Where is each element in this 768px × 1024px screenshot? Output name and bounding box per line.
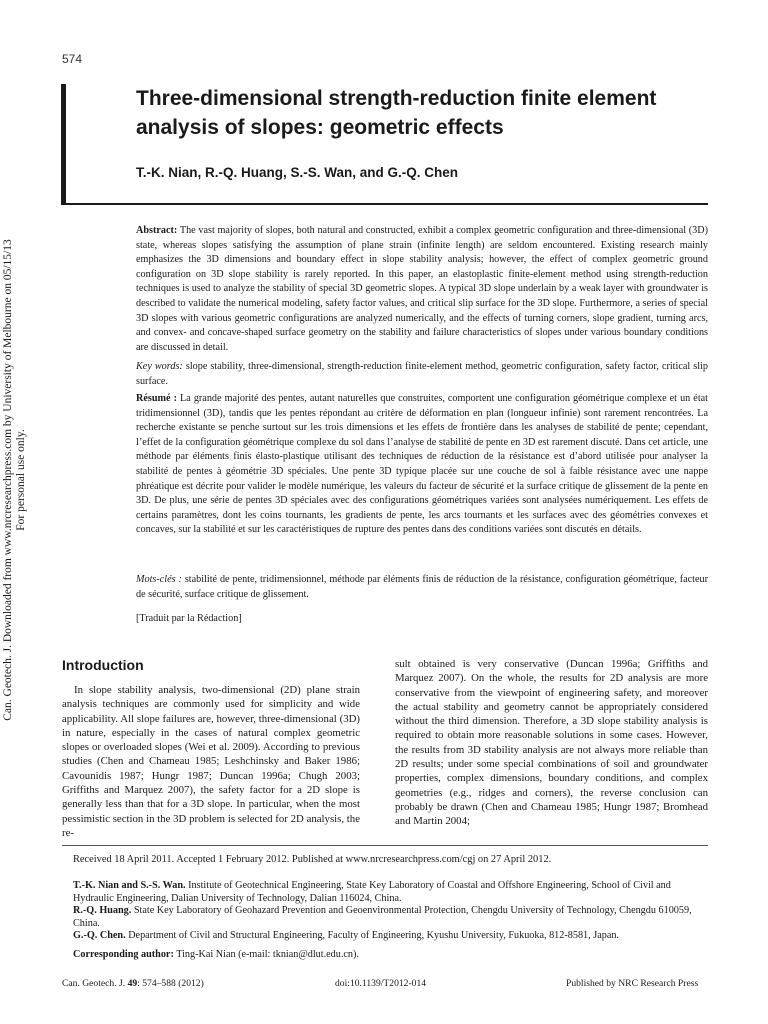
translation-note: [Traduit par la Rédaction] [136,613,242,624]
corresponding-author [73,949,359,960]
footer-volume: 49 [127,978,138,989]
resume-label: Résumé : [136,393,177,404]
corresponding-text: Ting-Kai Nian (e-mail: tknian@dlut.edu.cn). [176,949,359,960]
resume [136,392,708,538]
resume-text: La grande majorité des pentes, autant naturelles que construites, comportent une configuration géométrique complexe et un état tridimensionnel (3D), tandis que les pentes répondant au critère de déformation en plan (longueur infinie) sont rarement rencontrées. La recherche existante se penche surtout sur les trois dimensions et les effets de frontière dans les analyses de stabilité de pente; cependant, l’effet de la configuration géométrique complexe du sol dans l’analyse de stabilité de pente en 3D est rarement discuté. Dans cet article, une méthode par éléments finis élasto-plastique utilisant des techniques de réduction de la résistance est d’abord utilisée pour analyser la stabilité de pentes à géométrie 3D spéciales. Une pente 3D typique placée sur une couche de sol à faible résistance avec une nappe phréatique est décrite pour valider le modèle numérique, les valeurs du facteur de sécurité et la surface critique de glissement de la pente en 3D. De plus, une série de pentes 3D spéciales avec des configurations géométriques variées sont analysées numériquement. Les effets de certains paramètres, dont les coins tournants, les gradients de pente, les arcs tournants et les surfaces avec des géométries convexes et concaves, sur la stabilité et sur les caractéristiques de rupture des pentes dans des conditions variées sont discutés en détails. [136,393,709,536]
footer-publisher: Published by NRC Research Press [566,978,699,989]
footnote-rule [62,845,708,846]
affiliation-text: State Key Laboratory of Geohazard Prevention and Geoenvironmental Protection, Chengdu University of Technology, Chengdu 610059, China. [73,905,692,929]
received-dates: Received 18 April 2011. Accepted 1 February 2012. Published at www.nrcresearchpress.com/cgj on 27 April 2012. [73,854,552,865]
page-number: 574 [62,52,83,66]
abstract [136,224,708,355]
abstract-text: The vast majority of slopes, both natural and constructed, exhibit a complex geometric configuration and three-dimensional (3D) state, whereas slopes satisfying the assumption of plane strain (infinite length) are seldom encountered. Existing research mainly emphasizes the 3D dimensions and boundary effect in slope stability analysis; however, the effect of complex geometric ground configuration on 3D slope stability is rarely reported. In this paper, an elastoplastic finite-element method using strength-reduction techniques is used to analyze the stability of special 3D geometric slopes. A typical 3D slope underlain by a weak layer with groundwater is described to validate the numerical modeling, safety factor values, and critical slip surface for the 3D slope. Furthermore, a series of special 3D slopes with various geometric configurations are analyzed numerically, and the effects of turning corners, slope gradient, turning arcs, and convex- and concave-shaped surface geometry on the stability and failure characteristics of slopes under various boundary conditions are discussed in detail. [136,225,708,353]
side-note-line-2: For personal use only. [15,429,27,531]
corresponding-label: Corresponding author: [73,949,174,960]
title-side-bar [61,84,66,204]
author-list: T.-K. Nian, R.-Q. Huang, S.-S. Wan, and G.-Q. Chen [136,165,459,180]
introduction-right-column: sult obtained is very conservative (Duncan 1996a; Griffiths and Marquez 2007). On the whole, the results for 2D analysis are more conservative from the viewpoint of engineering safety, and moreover the actual stability and geometry cannot be appropriately considered without the third dimension. Therefore, a 3D slope stability analysis is required to obtain more reasonable solutions in some cases. However, the results from 3D stability analysis are not always more reliable than 2D results; under some special combinations of soil and groundwater properties, complex dimensions, boundary conditions, and complex geometries (e.g., ridges and corners), the reverse conclusion can probably be drawn (Chen and Chameau 1985; Hungr 1987; Bromhead and Martin 2004; [395,658,708,828]
abstract-label: Abstract: [136,225,178,236]
mots-cles-label: Mots-clés : [136,574,182,585]
keywords-label: Key words: [136,361,183,372]
affiliation-text: Institute of Geotechnical Engineering, State Key Laboratory of Coastal and Offshore Engineering, School of Civil and Hydraulic Engineering, Dalian University of Technology, Dalian 116024, China. [73,880,671,904]
paper-title: Three-dimensional strength-reduction finite element analysis of slopes: geometric effects [136,87,657,139]
mots-cles [136,573,708,602]
keywords [136,360,708,389]
footer-citation [62,978,204,989]
affiliation-name: R.-Q. Huang. [73,905,132,916]
introduction-heading: Introduction [62,657,144,673]
footer-pages: : 574–588 (2012) [137,978,204,989]
affiliation-name: T.-K. Nian and S.-S. Wan. [73,880,186,891]
affiliations [73,880,708,943]
affiliation-item [73,880,708,905]
side-note-line-1: Can. Geotech. J. Downloaded from www.nrcresearchpress.com by University of Melbourne on 05/15/13 [2,239,14,721]
mots-cles-text: stabilité de pente, tridimensionnel, méthode par éléments finis de réduction de la résistance, configuration géométrique, facteur de sécurité, surface critique de glissement. [136,574,709,600]
title-rule [61,203,708,205]
footer-doi: doi:10.1139/T2012-014 [335,978,427,989]
keywords-text: slope stability, three-dimensional, strength-reduction finite-element method, geometric configuration, safety factor, critical slip surface. [136,361,708,387]
download-side-note [2,235,28,725]
affiliation-name: G.-Q. Chen. [73,930,126,941]
affiliation-text: Department of Civil and Structural Engineering, Faculty of Engineering, Kyushu University, Fukuoka, 812-8581, Japan. [128,930,619,941]
affiliation-item [73,905,708,930]
affiliation-item [73,930,708,943]
introduction-left-column: In slope stability analysis, two-dimensional (2D) plane strain analysis techniques are commonly used for simplicity and wide applicability. All slope failures are, however, three-dimensional (3D) in nature, especially in the cases of natural complex geometric slopes or overloaded slopes (Wei et al. 2009). According to previous studies (Chen and Chameau 1985; Leshchinsky and Baker 1986; Cavounidis 1987; Hungr 1987; Duncan 1996a; Chugh 2003; Griffiths and Marquez 2007), the safety factor for a 2D slope is generally less than that for a 3D slope. In particular, when the most pessimistic section in the 3D problem is selected for 2D analysis, the re- [62,684,360,839]
footer-journal: Can. Geotech. J. [62,978,126,989]
